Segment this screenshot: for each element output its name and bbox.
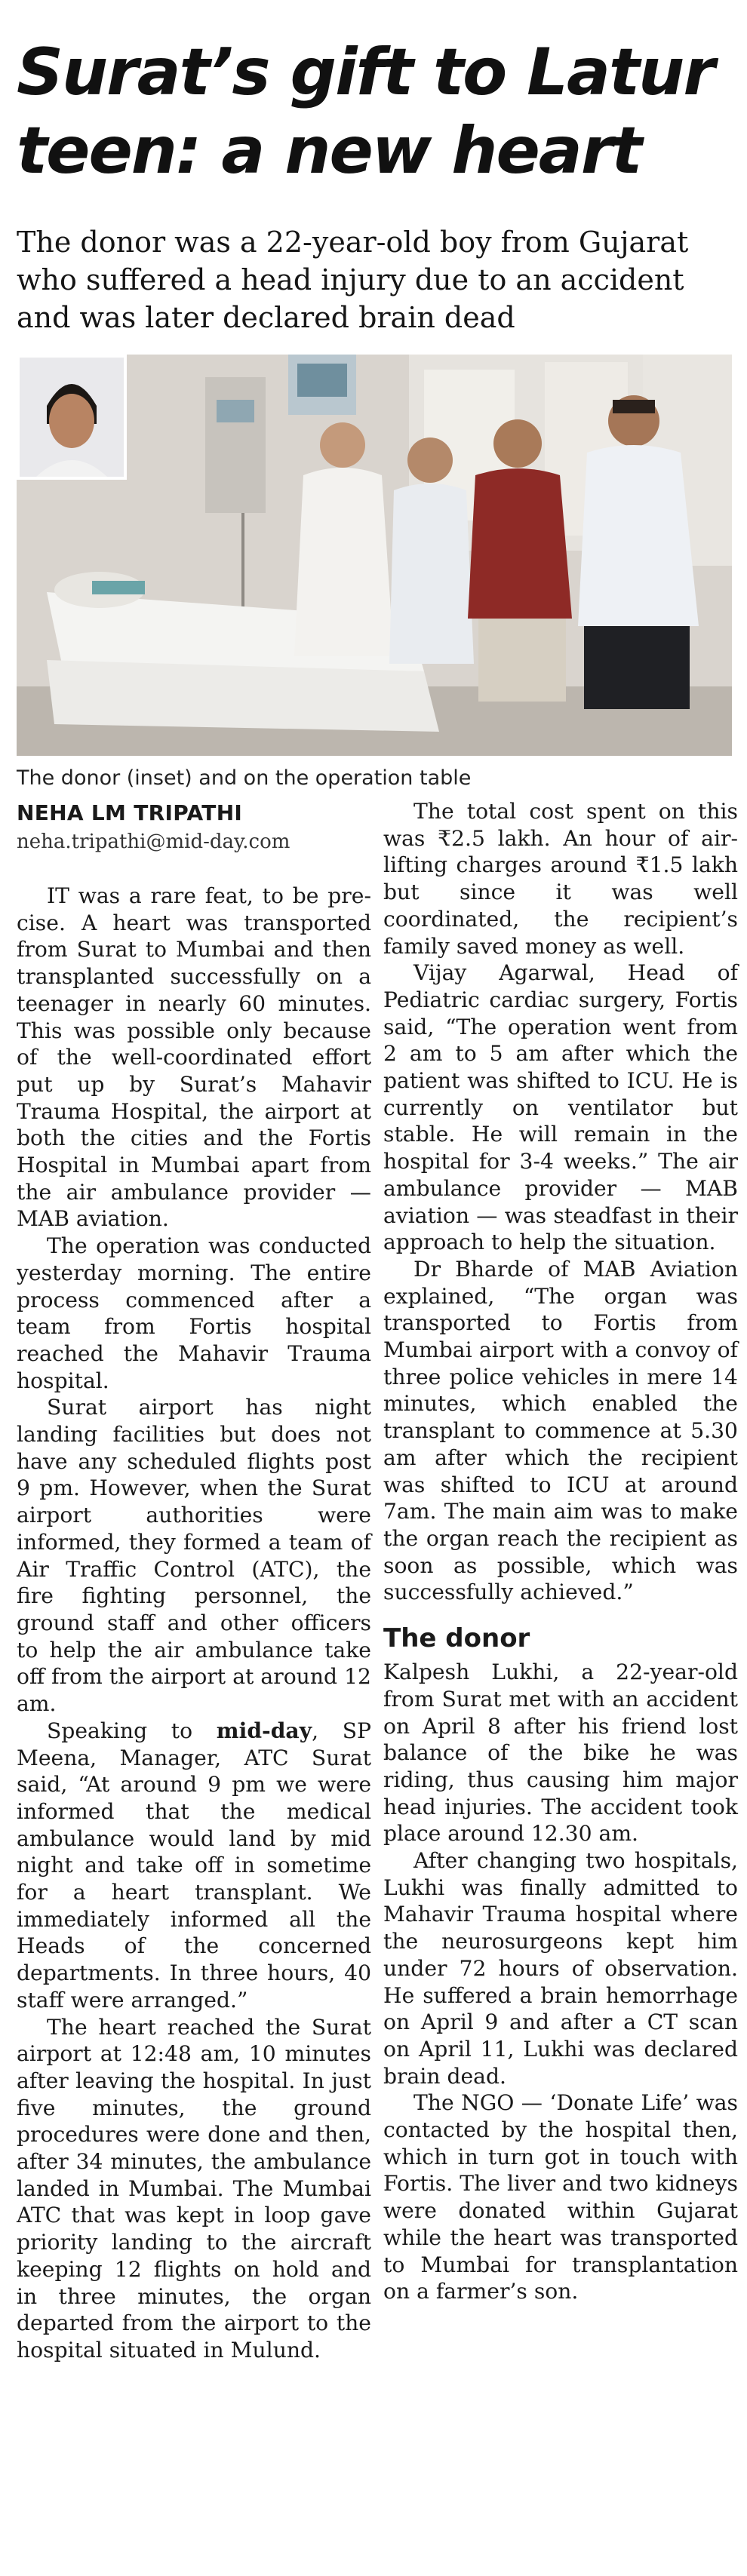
headline-line-1: Surat’s gift to Latur [17, 35, 714, 110]
headline [17, 33, 733, 190]
paragraph: The operation was conducted yesterday morning. The entire process commenced after a team from Fortis hospital reached the Mahavir Trauma hospital. [17, 1233, 371, 1393]
byline: NEHA LM TRIPATHI [17, 800, 243, 825]
paragraph: The NGO — ‘Donate Life’ was contacted by the hospital then, which in turn got in touch with Fortis. The liver and two kidneys were donated within Gujarat while the heart was transported to Mumbai for transplantation on a farmer’s son. [383, 2090, 738, 2304]
paragraph-rest: , SP Meena, Manager, ATC Surat said, “At around 9 pm we were informed that the medical ambulance would land by mid night and take off in sometime for a heart transplant. We immediately informed all the Heads of the concerned departments. In three hours, 40 staff were arranged.” [17, 1718, 371, 2013]
paragraph-lead: Speaking to [47, 1718, 217, 1743]
section-subhead: The donor [383, 1623, 530, 1654]
author-email[interactable]: neha.tripathi@mid-day.com [17, 831, 290, 853]
photo-caption: The donor (inset) and on the operation table [17, 766, 472, 790]
paragraph: IT was a rare feat, to be precise. A heart was transported from Surat to Mumbai and then transplanted successfully on a teenager in nearly 60 minutes. This was possible only because of the well-coordinated effort put up by Surat’s Mahavir Trauma Hospital, the airport at both the cities and the Fortis Hospital in Mumbai apart from the air ambulance provider — MAB aviation. [17, 883, 371, 1232]
paragraph: Dr Bharde of MAB Aviation explained, “The organ was transported to Fortis from Mumbai airport with a convoy of three police vehicles in mere 14 minutes, which enabled the transplant to commence at 5.30 am after which the recipient was shifted to ICU at around 7am. The main aim was to make the organ reach the recipient as soon as possible, which was successfully achieved.” [383, 1256, 738, 1605]
paragraph: After changing two hospitals, Lukhi was finally admitted to Mahavir Trauma hospital where the neurosurgeons kept him under 72 hours of observation. He suffered a brain hemorrhage on April 9 and after a CT scan on April 11, Lukhi was declared brain dead. [383, 1848, 738, 2089]
publication-name: mid-day [216, 1718, 312, 1743]
paragraph-with-bold [17, 1718, 371, 2014]
paragraph: The total cost spent on this was ₹2.5 lakh. An hour of air-lifting charges around ₹1.5 lakh but since it was well coordinated, the recipient’s family saved money as well. [383, 799, 738, 959]
paragraph: Vijay Agarwal, Head of Pediatric cardiac surgery, Fortis said, “The operation went from 2 am to 5 am after which the patient was shifted to ICU. He is currently on ventilator but stable. He will remain in the hospital for 3-4 weeks.” The air ambulance provider — MAB aviation — was steadfast in their approach to help the situation. [383, 960, 738, 1255]
paragraph: Surat airport has night landing facilities but does not have any scheduled flights post 9 pm. However, when the Surat airport authorities were informed, they formed a team of Air Traffic Control (ATC), the fire fighting personnel, the ground staff and other officers to help the air ambulance take off from the airport at around 12 am. [17, 1395, 371, 1717]
paragraph: The heart reached the Surat airport at 12:48 am, 10 minutes after leaving the hospital. In just five minutes, the ground procedures were done and then, after 34 minutes, the ambulance landed in Mumbai. The Mumbai ATC that was kept in loop gave priority landing to the aircraft keeping 12 flights on hold and in three minutes, the organ departed from the airport to the hospital situated in Mulund. [17, 2014, 371, 2363]
article-photo [17, 355, 732, 756]
article-column-left [17, 798, 371, 2364]
paragraph: Kalpesh Lukhi, a 22-year-old from Surat met with an accident on April 8 after his friend lost balance of the bike he was riding, thus causing him major head injuries. The accident took place around 12.30 am. [383, 1660, 738, 1847]
standfirst: The donor was a 22-year-old boy from Gujarat who suffered a head injury due to an accident and was later declared brain dead [17, 226, 689, 334]
article-column-right [383, 798, 738, 2305]
headline-line-2: teen: a new heart [17, 113, 641, 189]
